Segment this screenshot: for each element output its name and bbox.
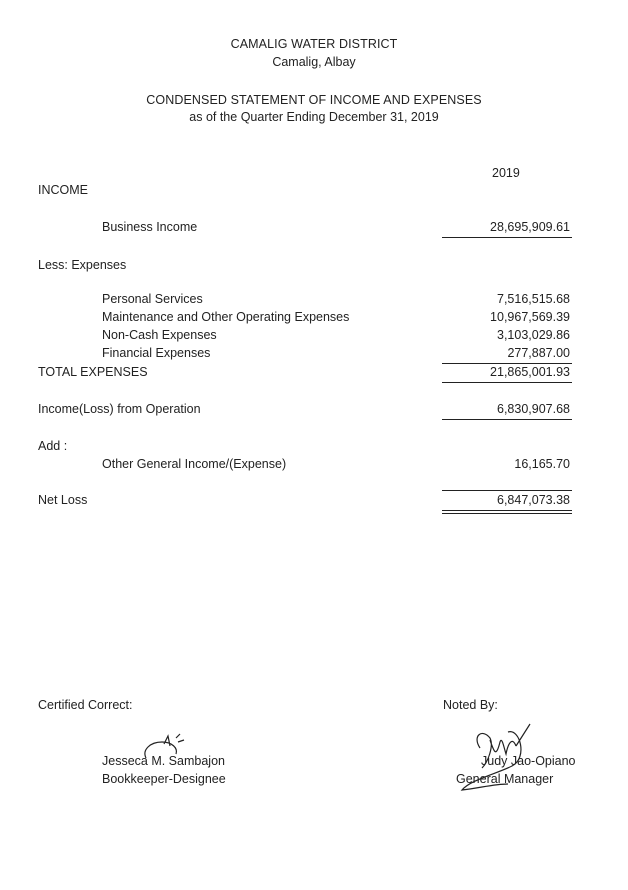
- total-expenses-label: TOTAL EXPENSES: [38, 365, 148, 379]
- expenses-subtotal-line: [442, 363, 572, 364]
- expense-item-label: Non-Cash Expenses: [102, 328, 217, 342]
- operation-value: 6,830,907.68: [497, 402, 570, 416]
- noted-title: General Manager: [456, 772, 554, 786]
- business-income-underline: [442, 237, 572, 238]
- add-label: Add :: [38, 439, 68, 453]
- business-income-label: Business Income: [102, 220, 198, 234]
- statement-period: as of the Quarter Ending December 31, 2019: [189, 110, 439, 124]
- statement-title: CONDENSED STATEMENT OF INCOME AND EXPENSES: [146, 93, 482, 107]
- noted-name: Judy Jao-Opiano: [481, 754, 576, 768]
- expense-item-value: 10,967,569.39: [490, 310, 570, 324]
- org-location: Camalig, Albay: [272, 55, 356, 69]
- expense-item-label: Personal Services: [102, 292, 203, 306]
- total-expenses-value: 21,865,001.93: [490, 365, 570, 379]
- total-expenses-underline: [442, 382, 572, 383]
- expense-item-value: 3,103,029.86: [497, 328, 570, 342]
- other-income-value: 16,165.70: [514, 457, 570, 471]
- expense-item-value: 277,887.00: [507, 346, 570, 360]
- expenses-label: Less: Expenses: [38, 258, 127, 272]
- other-income-label: Other General Income/(Expense): [102, 457, 287, 471]
- net-label: Net Loss: [38, 493, 88, 507]
- certified-title: Bookkeeper-Designee: [102, 772, 226, 786]
- noted-label: Noted By:: [443, 698, 498, 712]
- net-double-underline: [442, 510, 572, 514]
- income-label: INCOME: [38, 183, 88, 197]
- expense-item-value: 7,516,515.68: [497, 292, 570, 306]
- org-name: CAMALIG WATER DISTRICT: [230, 37, 398, 51]
- business-income-value: 28,695,909.61: [490, 220, 570, 234]
- certified-name: Jesseca M. Sambajon: [102, 754, 225, 768]
- operation-underline: [442, 419, 572, 420]
- net-value: 6,847,073.38: [497, 493, 570, 507]
- expense-item-label: Financial Expenses: [102, 346, 211, 360]
- operation-label: Income(Loss) from Operation: [38, 402, 201, 416]
- noted-signature-scribble: [450, 718, 560, 798]
- column-year: 2019: [492, 166, 520, 180]
- certified-label: Certified Correct:: [38, 698, 133, 712]
- certified-signature-scribble: [140, 732, 200, 768]
- net-overline: [442, 490, 572, 491]
- expense-item-label: Maintenance and Other Operating Expenses: [102, 310, 350, 324]
